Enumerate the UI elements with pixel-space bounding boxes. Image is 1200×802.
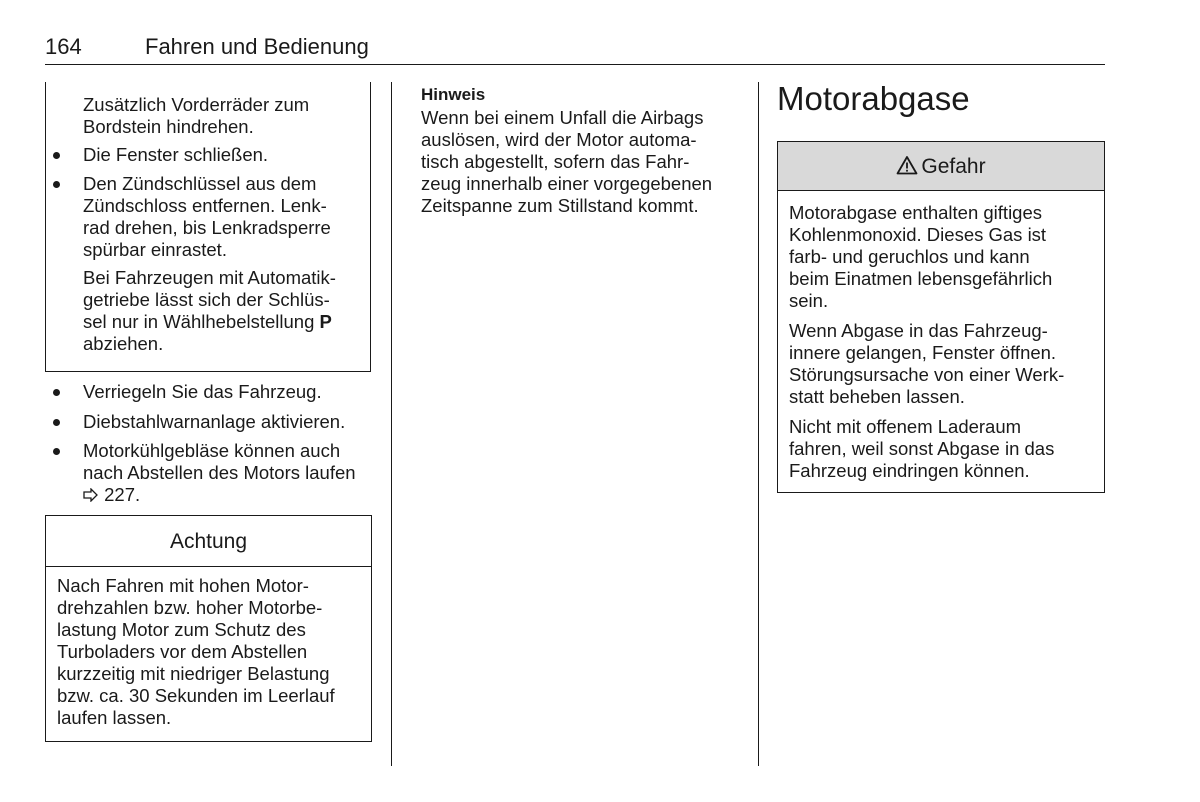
caution-title: Achtung [46,516,371,567]
text-line: abziehen. [83,333,164,354]
text-line: Zündschloss entfernen. Lenk- [83,195,327,216]
text-line: Bordstein hindrehen. [83,116,254,137]
danger-title: Gefahr [921,155,986,178]
chapter-heading: Motorabgase [777,80,970,117]
text-line: Kohlenmonoxid. Dieses Gas ist [789,224,1047,245]
text-line: tisch abgestellt, sofern das Fahr- [421,151,690,172]
text-line: Nicht mit offenem Laderaum [789,416,1022,437]
text-line: farb- und geruchlos und kann [789,246,1030,267]
text-line: zeug innerhalb einer vorgegebenen [421,173,713,194]
bullet [53,181,60,188]
reference-arrow-icon [83,488,99,502]
bullet [53,389,60,396]
page-header [45,34,1105,65]
text-line: statt beheben lassen. [789,386,965,407]
text-line: Zeitspanne zum Stillstand kommt. [421,195,699,216]
text-line: kurzzeitig mit niedriger Belastung [57,663,330,684]
bullet [53,448,60,455]
list-item [83,173,331,261]
text-line: Motorabgase enthalten giftiges [789,202,1043,223]
note-text [421,107,712,217]
text-line: Wenn bei einem Unfall die Airbags [421,107,704,128]
text-line: sein. [789,290,829,311]
danger-header [778,142,1104,191]
column-divider [391,82,392,766]
text-line: spürbar einrastet. [83,239,227,260]
text-line: Den Zündschlüssel aus dem [83,173,317,194]
page-reference[interactable]: 227. [104,484,141,505]
text-line: lastung Motor zum Schutz des [57,619,306,640]
section-title: Fahren und Bedienung [145,34,369,59]
list-item: Verriegeln Sie das Fahrzeug. [83,381,322,402]
text-line: beim Einatmen lebensgefährlich [789,268,1053,289]
text-line: drehzahlen bzw. hoher Motorbe- [57,597,323,618]
list-item [83,440,356,506]
text-line: Motorkühlgebläse können auch [83,440,341,461]
text-line: sel nur in Wählhebelstellung [83,311,315,332]
text-line: auslösen, wird der Motor automa- [421,129,697,150]
text-line: Zusätzlich Vorderräder zum [83,94,310,115]
bullet [53,152,60,159]
text-line: Wenn Abgase in das Fahrzeug- [789,320,1048,341]
text-line: getriebe lässt sich der Schlüs- [83,289,330,310]
text-line: nach Abstellen des Motors laufen [83,462,356,483]
automatic-note [83,267,336,355]
text-line: laufen lassen. [57,707,172,728]
bullet [53,419,60,426]
text-line: innere gelangen, Fenster öffnen. [789,342,1057,363]
note-title: Hinweis [421,85,486,104]
list-item: Diebstahlwarnanlage aktivieren. [83,411,346,432]
text-line: Störungsursache von einer Werk- [789,364,1065,385]
list-item: Die Fenster schließen. [83,144,269,165]
danger-box [777,141,1105,493]
text-line: Fahrzeug eindringen können. [789,460,1030,481]
box-text [83,94,309,138]
text-line: fahren, weil sonst Abgase in das [789,438,1055,459]
text-line: rad drehen, bis Lenkradsperre [83,217,331,238]
text-line: Bei Fahrzeugen mit Automatik- [83,267,336,288]
caution-box [45,515,372,742]
column-divider [758,82,759,766]
text-line: Nach Fahren mit hohen Motor- [57,575,309,596]
danger-text [778,191,1104,482]
gear-position-label: P [319,311,332,332]
page-number: 164 [45,34,82,59]
text-line: Turboladers vor dem Abstellen [57,641,308,662]
text-line: bzw. ca. 30 Sekunden im Leerlauf [57,685,335,706]
caution-text [46,567,371,729]
warning-triangle-icon [896,155,918,175]
